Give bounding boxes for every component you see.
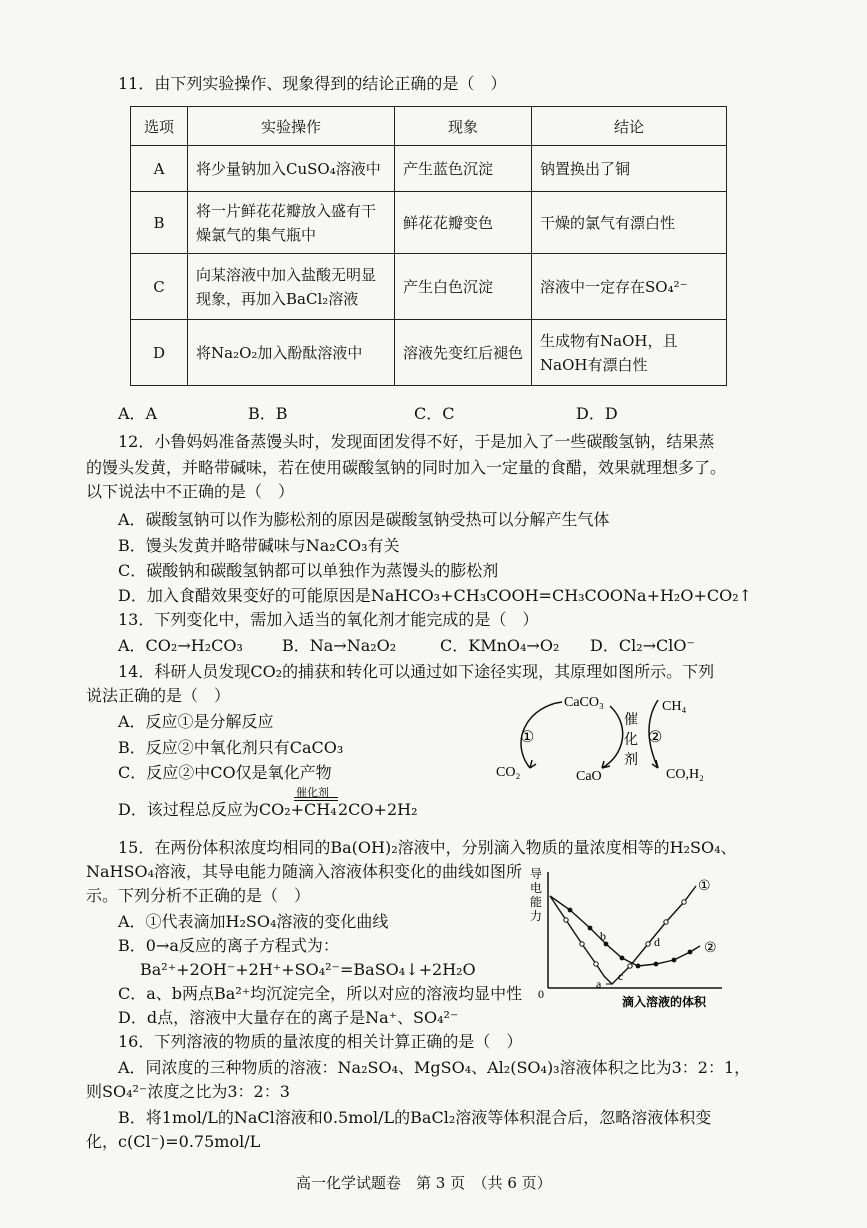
cell: 溶液先变红后褪色 [395,320,532,386]
curve-1-label: ① [698,878,711,894]
q13-option-a: A．CO₂→H₂CO₃ [118,636,243,655]
conductivity-chart [526,862,726,1012]
q11-option-a: A．A [118,404,158,423]
header-conclusion: 结论 [532,107,727,146]
co2-label: CO₂ [496,765,521,780]
q12-option-b: B．馒头发黄并略带碱味与Na₂CO₃有关 [118,536,400,555]
cell: 产生蓝色沉淀 [395,146,532,192]
q12-stem-line3: 以下说法中不正确的是（ ） [86,482,295,501]
cell: C [131,254,188,320]
y-label-char: 力 [530,909,543,923]
q16-stem: 16．下列溶液的物质的量浓度的相关计算正确的是（ ） [118,1032,523,1051]
arrow-head [530,760,536,768]
point-c-label: c [618,969,624,983]
curve-2-label: ② [704,940,717,956]
cell: 产生白色沉淀 [395,254,532,320]
q13-option-c: C．KMnO₄→O₂ [440,636,560,655]
q14-option-a: A．反应①是分解反应 [118,712,274,731]
step2-label: ② [648,727,663,746]
equation-bar-bottom [294,800,338,801]
curve-2-markers [568,908,693,969]
caco3-label: CaCO₃ [564,695,604,710]
point-d-label: d [654,935,660,949]
q16-option-b-line2: 化，c(Cl⁻)=0.75mol/L [86,1132,261,1151]
catalyst-char: 化 [624,732,638,748]
q15-option-d: D．d点，溶液中大量存在的离子是Na⁺、SO₄²⁻ [118,1008,459,1027]
q15-option-a: A．①代表滴加H₂SO₄溶液的变化曲线 [118,912,389,931]
q11-table [130,106,727,386]
q14-option-c: C．反应②中CO仅是氧化产物 [118,763,332,782]
co2-capture-diagram [490,688,730,788]
cycle-arc-right [602,706,623,768]
table-header-row [131,107,727,146]
y-label-char: 导 [530,867,543,881]
cell: A [131,146,188,192]
header-phenomenon: 现象 [395,107,532,146]
q11-option-b: B．B [248,404,288,423]
q12-option-d: D．加入食醋效果变好的可能原因是NaHCO₃+CH₃COOH=CH₃COONa+H₂O+CO₂↑ [118,586,753,605]
point-b-label: b [600,929,606,943]
q16-option-b-line1: B．将1mol/L的NaCl溶液和0.5mol/L的BaCl₂溶液等体积混合后，忽略溶液体积变 [118,1108,712,1127]
q13-stem: 13．下列变化中，需加入适当的氧化剂才能完成的是（ ） [118,610,539,629]
q15-stem-line3: 示。下列分析不正确的是（ ） [86,886,311,905]
q14-option-d-product: 2CO+2H₂ [338,800,418,819]
q12-stem-line1: 12．小鲁妈妈准备蒸馒头时，发现面团发得不好，于是加入了一些碳酸氢钠，结果蒸 [118,432,715,451]
arrow-head [602,761,610,768]
step1-label: ① [520,727,535,746]
q15-stem-line2: NaHSO₄溶液，其导电能力随滴入溶液体积变化的曲线如图所 [86,862,522,881]
q13-option-d: D．Cl₂→ClO⁻ [590,636,695,655]
equation-bar-top [294,797,338,798]
cell: 鲜花花瓣变色 [395,192,532,254]
header-option: 选项 [131,107,188,146]
q14-stem-line1: 14．科研人员发现CO₂的捕获和转化可以通过如下途径实现，其原理如图所示。下列 [118,662,715,681]
q16-option-a-line1: A．同浓度的三种物质的溶液：Na₂SO₄、MgSO₄、Al₂(SO₄)₃溶液体积之比为3：2：1， [118,1058,751,1077]
cell: 钠置换出了铜 [532,146,727,192]
catalyst-char: 剂 [624,752,638,768]
cell: 干燥的氯气有漂白性 [532,192,727,254]
q14-option-d: D．该过程总反应为CO₂+CH₄ [118,800,337,819]
curve-1-markers [564,900,686,968]
cell: 溶液中一定存在SO₄²⁻ [532,254,727,320]
q15-stem-line1: 15．在两份体积浓度均相同的Ba(OH)₂溶液中，分别滴入物质的量浓度相等的H₂SO₄、 [118,838,737,857]
q13-option-b: B．Na→Na₂O₂ [282,636,397,655]
cao-label: CaO [576,769,602,784]
header-operation: 实验操作 [188,107,395,146]
y-label-char: 能 [530,895,543,909]
q12-option-c: C．碳酸钠和碳酸氢钠都可以单独作为蒸馒头的膨松剂 [118,561,499,580]
q11-option-c: C．C [414,404,455,423]
co-h2-label: CO,H₂ [666,767,704,782]
x-axis-label: 滴入溶液的体积 [622,995,707,1009]
cell: 将一片鲜花花瓣放入盛有干燥氯气的集气瓶中 [188,192,395,254]
cell: 生成物有NaOH，且NaOH有漂白性 [532,320,727,386]
q15-option-b: B．0→a反应的离子方程式为： [118,936,339,955]
q11-stem: 11．由下列实验操作、现象得到的结论正确的是（ ） [118,74,507,93]
q15-option-b-equation: Ba²⁺+2OH⁻+2H⁺+SO₄²⁻=BaSO₄↓+2H₂O [140,960,476,979]
q16-option-a-line2: 则SO₄²⁻浓度之比为3：2：3 [86,1082,290,1101]
q15-option-c: C．a、b两点Ba²⁺均沉淀完全，所以对应的溶液均显中性 [118,984,523,1003]
origin-label: 0 [538,987,544,1001]
q14-option-b: B．反应②中氧化剂只有CaCO₃ [118,738,344,757]
cell: 将Na₂O₂加入酚酞溶液中 [188,320,395,386]
q14-stem-line2: 说法正确的是（ ） [86,686,231,705]
cell: B [131,192,188,254]
q12-stem-line2: 的馒头发黄，并略带碱味，若在使用碳酸氢钠的同时加入一定量的食醋，效果就理想多了。 [86,458,727,477]
point-a-label: a [596,977,602,991]
q12-option-a: A．碳酸氢钠可以作为膨松剂的原因是碳酸氢钠受热可以分解产生气体 [118,510,610,529]
cell: D [131,320,188,386]
table-row [131,254,727,320]
cell: 向某溶液中加入盐酸无明显现象，再加入BaCl₂溶液 [188,254,395,320]
cell: 将少量钠加入CuSO₄溶液中 [188,146,395,192]
catalyst-char: 催 [624,712,638,728]
table-row [131,146,727,192]
table-row [131,320,727,386]
q11-option-d: D．D [576,404,618,423]
page-footer: 高一化学试题卷 第 3 页 （共 6 页） [296,1174,552,1192]
q14-catalyst-label: 催化剂 [296,786,329,799]
y-label-char: 电 [530,881,543,895]
ch4-label: CH₄ [662,699,687,714]
table-row [131,192,727,254]
